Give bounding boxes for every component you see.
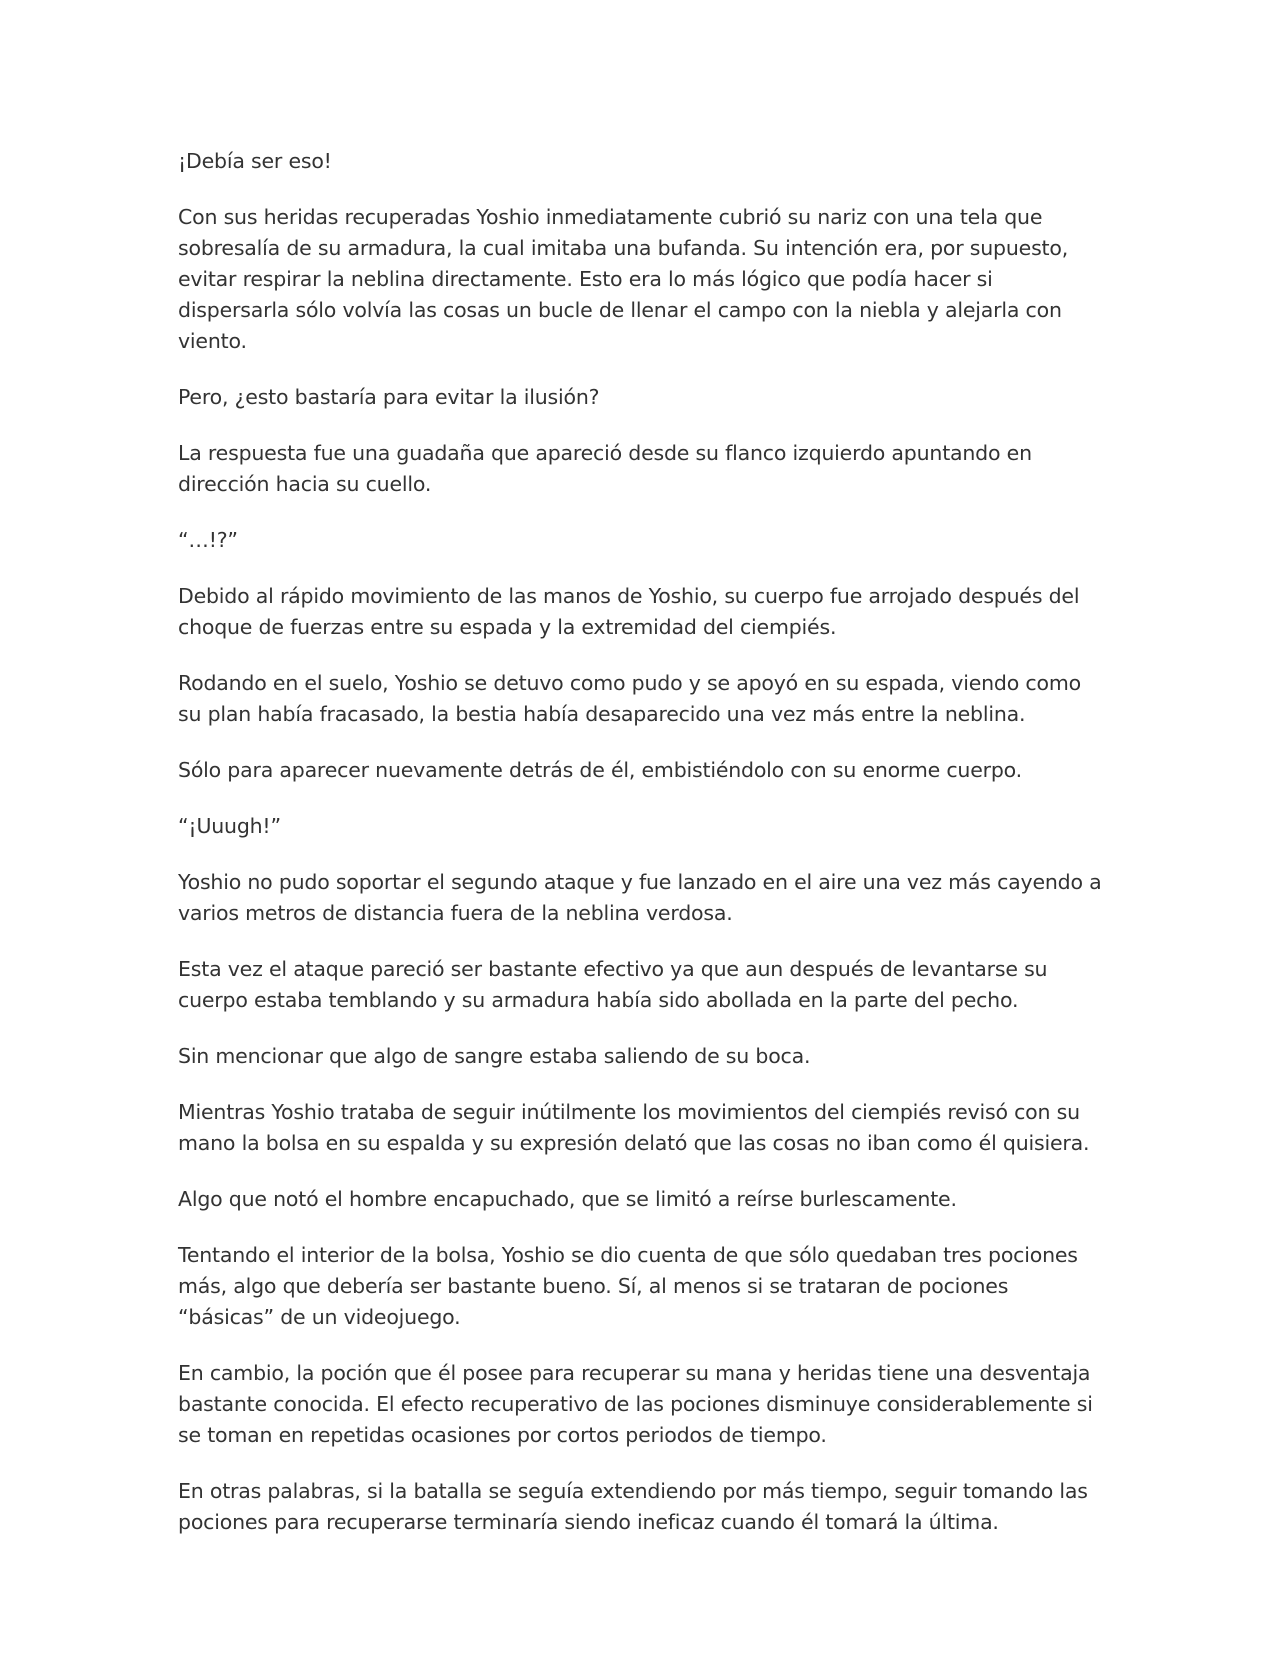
paragraph: Rodando en el suelo, Yoshio se detuvo como pudo y se apoyó en su espada, viendo como su plan había fracasado, la bestia había desaparecido una vez más entre la neblina. <box>178 671 1081 726</box>
paragraph: Mientras Yoshio trataba de seguir inútilmente los movimientos del ciempiés revisó con su mano la bolsa en su espalda y su expresión delató que las cosas no iban como él quisiera. <box>178 1100 1090 1155</box>
paragraph: Pero, ¿esto bastaría para evitar la ilusión? <box>178 385 600 409</box>
paragraph: Con sus heridas recuperadas Yoshio inmediatamente cubrió su nariz con una tela que sobresalía de su armadura, la cual imitaba una bufanda. Su intención era, por supuesto, evitar respirar la neblina directamente. Esto era lo más lógico que podía hacer si dispersarla sólo volvía las cosas un bucle de llenar el campo con la niebla y alejarla con viento. <box>178 205 1069 353</box>
paragraph: La respuesta fue una guadaña que apareció desde su flanco izquierdo apuntando en dirección hacia su cuello. <box>178 441 1032 496</box>
paragraph: Esta vez el ataque pareció ser bastante efectivo ya que aun después de levantarse su cuerpo estaba temblando y su armadura había sido abollada en la parte del pecho. <box>178 957 1048 1012</box>
paragraph: ¡Debía ser eso! <box>178 149 332 173</box>
paragraph: “…!?” <box>178 528 238 552</box>
paragraph: Sólo para aparecer nuevamente detrás de él, embistiéndolo con su enorme cuerpo. <box>178 758 1022 782</box>
document-body <box>178 146 1108 1563</box>
paragraph: Sin mencionar que algo de sangre estaba saliendo de su boca. <box>178 1044 811 1068</box>
paragraph: “¡Uuugh!” <box>178 814 281 838</box>
paragraph: Debido al rápido movimiento de las manos de Yoshio, su cuerpo fue arrojado después del choque de fuerzas entre su espada y la extremidad del ciempiés. <box>178 584 1080 639</box>
paragraph: Tentando el interior de la bolsa, Yoshio se dio cuenta de que sólo quedaban tres pociones más, algo que debería ser bastante bueno. Sí, al menos si se trataran de pociones “básicas” de un videojuego. <box>178 1243 1078 1329</box>
paragraph: En cambio, la poción que él posee para recuperar su mana y heridas tiene una desventaja bastante conocida. El efecto recuperativo de las pociones disminuye considerablemente si se toman en repetidas ocasiones por cortos periodos de tiempo. <box>178 1361 1093 1447</box>
paragraph: Yoshio no pudo soportar el segundo ataque y fue lanzado en el aire una vez más cayendo a varios metros de distancia fuera de la neblina verdosa. <box>178 870 1102 925</box>
paragraph: Algo que notó el hombre encapuchado, que se limitó a reírse burlescamente. <box>178 1187 957 1211</box>
paragraph: En otras palabras, si la batalla se seguía extendiendo por más tiempo, seguir tomando las pociones para recuperarse terminaría siendo ineficaz cuando él tomará la última. <box>178 1479 1088 1534</box>
